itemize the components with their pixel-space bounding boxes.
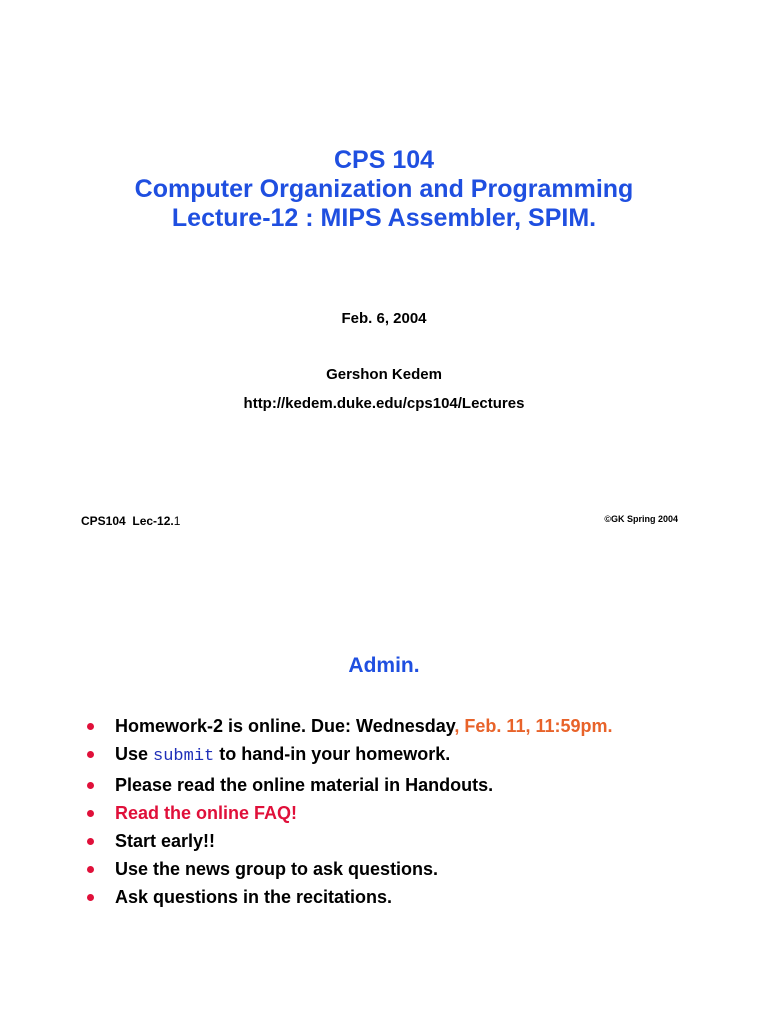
bullet-dot-icon [87,782,94,789]
course-number: CPS 104 [333,146,435,174]
list-item [86,712,613,740]
bullet-dot-icon [87,838,94,845]
admin-slide [0,560,768,1024]
bullet-dot-icon [87,751,94,758]
bullet-dot-icon [87,723,94,730]
copyright-notice: ©GK Spring 2004 [604,514,678,524]
handouts-text: Please read the online material in Handouts. [115,775,494,795]
list-item [86,771,613,799]
admin-heading: Admin. [348,654,420,677]
submit-text-after: to hand-in your homework. [214,744,451,764]
list-item [86,855,613,883]
list-item [86,740,613,771]
bullet-dot-icon [87,810,94,817]
bullet-dot-icon [87,894,94,901]
faq-text: Read the online FAQ! [115,803,298,823]
list-item [86,883,613,911]
bullet-dot-icon [87,866,94,873]
slide-id-number: 1 [173,514,181,528]
news-group-text: Use the news group to ask questions. [115,859,439,879]
lecture-title [0,146,768,233]
due-date-highlight: , Feb. 11, 11:59pm. [454,716,613,736]
submit-text-before: Use [115,744,154,764]
list-item [86,799,613,827]
lecture-topic: Lecture-12 : MIPS Assembler, SPIM. [171,204,597,232]
author-name: Gershon Kedem [326,366,442,383]
course-name: Computer Organization and Programming [134,175,634,203]
slide-footer-id [81,514,180,528]
submit-command: submit [153,747,215,766]
recitations-text: Ask questions in the recitations. [115,887,393,907]
admin-bullet-list [86,712,613,911]
list-item [86,827,613,855]
lecture-date: Feb. 6, 2004 [341,310,427,327]
lecture-url: http://kedem.duke.edu/cps104/Lectures [243,395,525,412]
start-early-text: Start early!! [115,831,216,851]
slide-id-text: CPS104 Lec-12. [81,514,174,528]
homework-due-text: Homework-2 is online. Due: Wednesday [115,716,455,736]
